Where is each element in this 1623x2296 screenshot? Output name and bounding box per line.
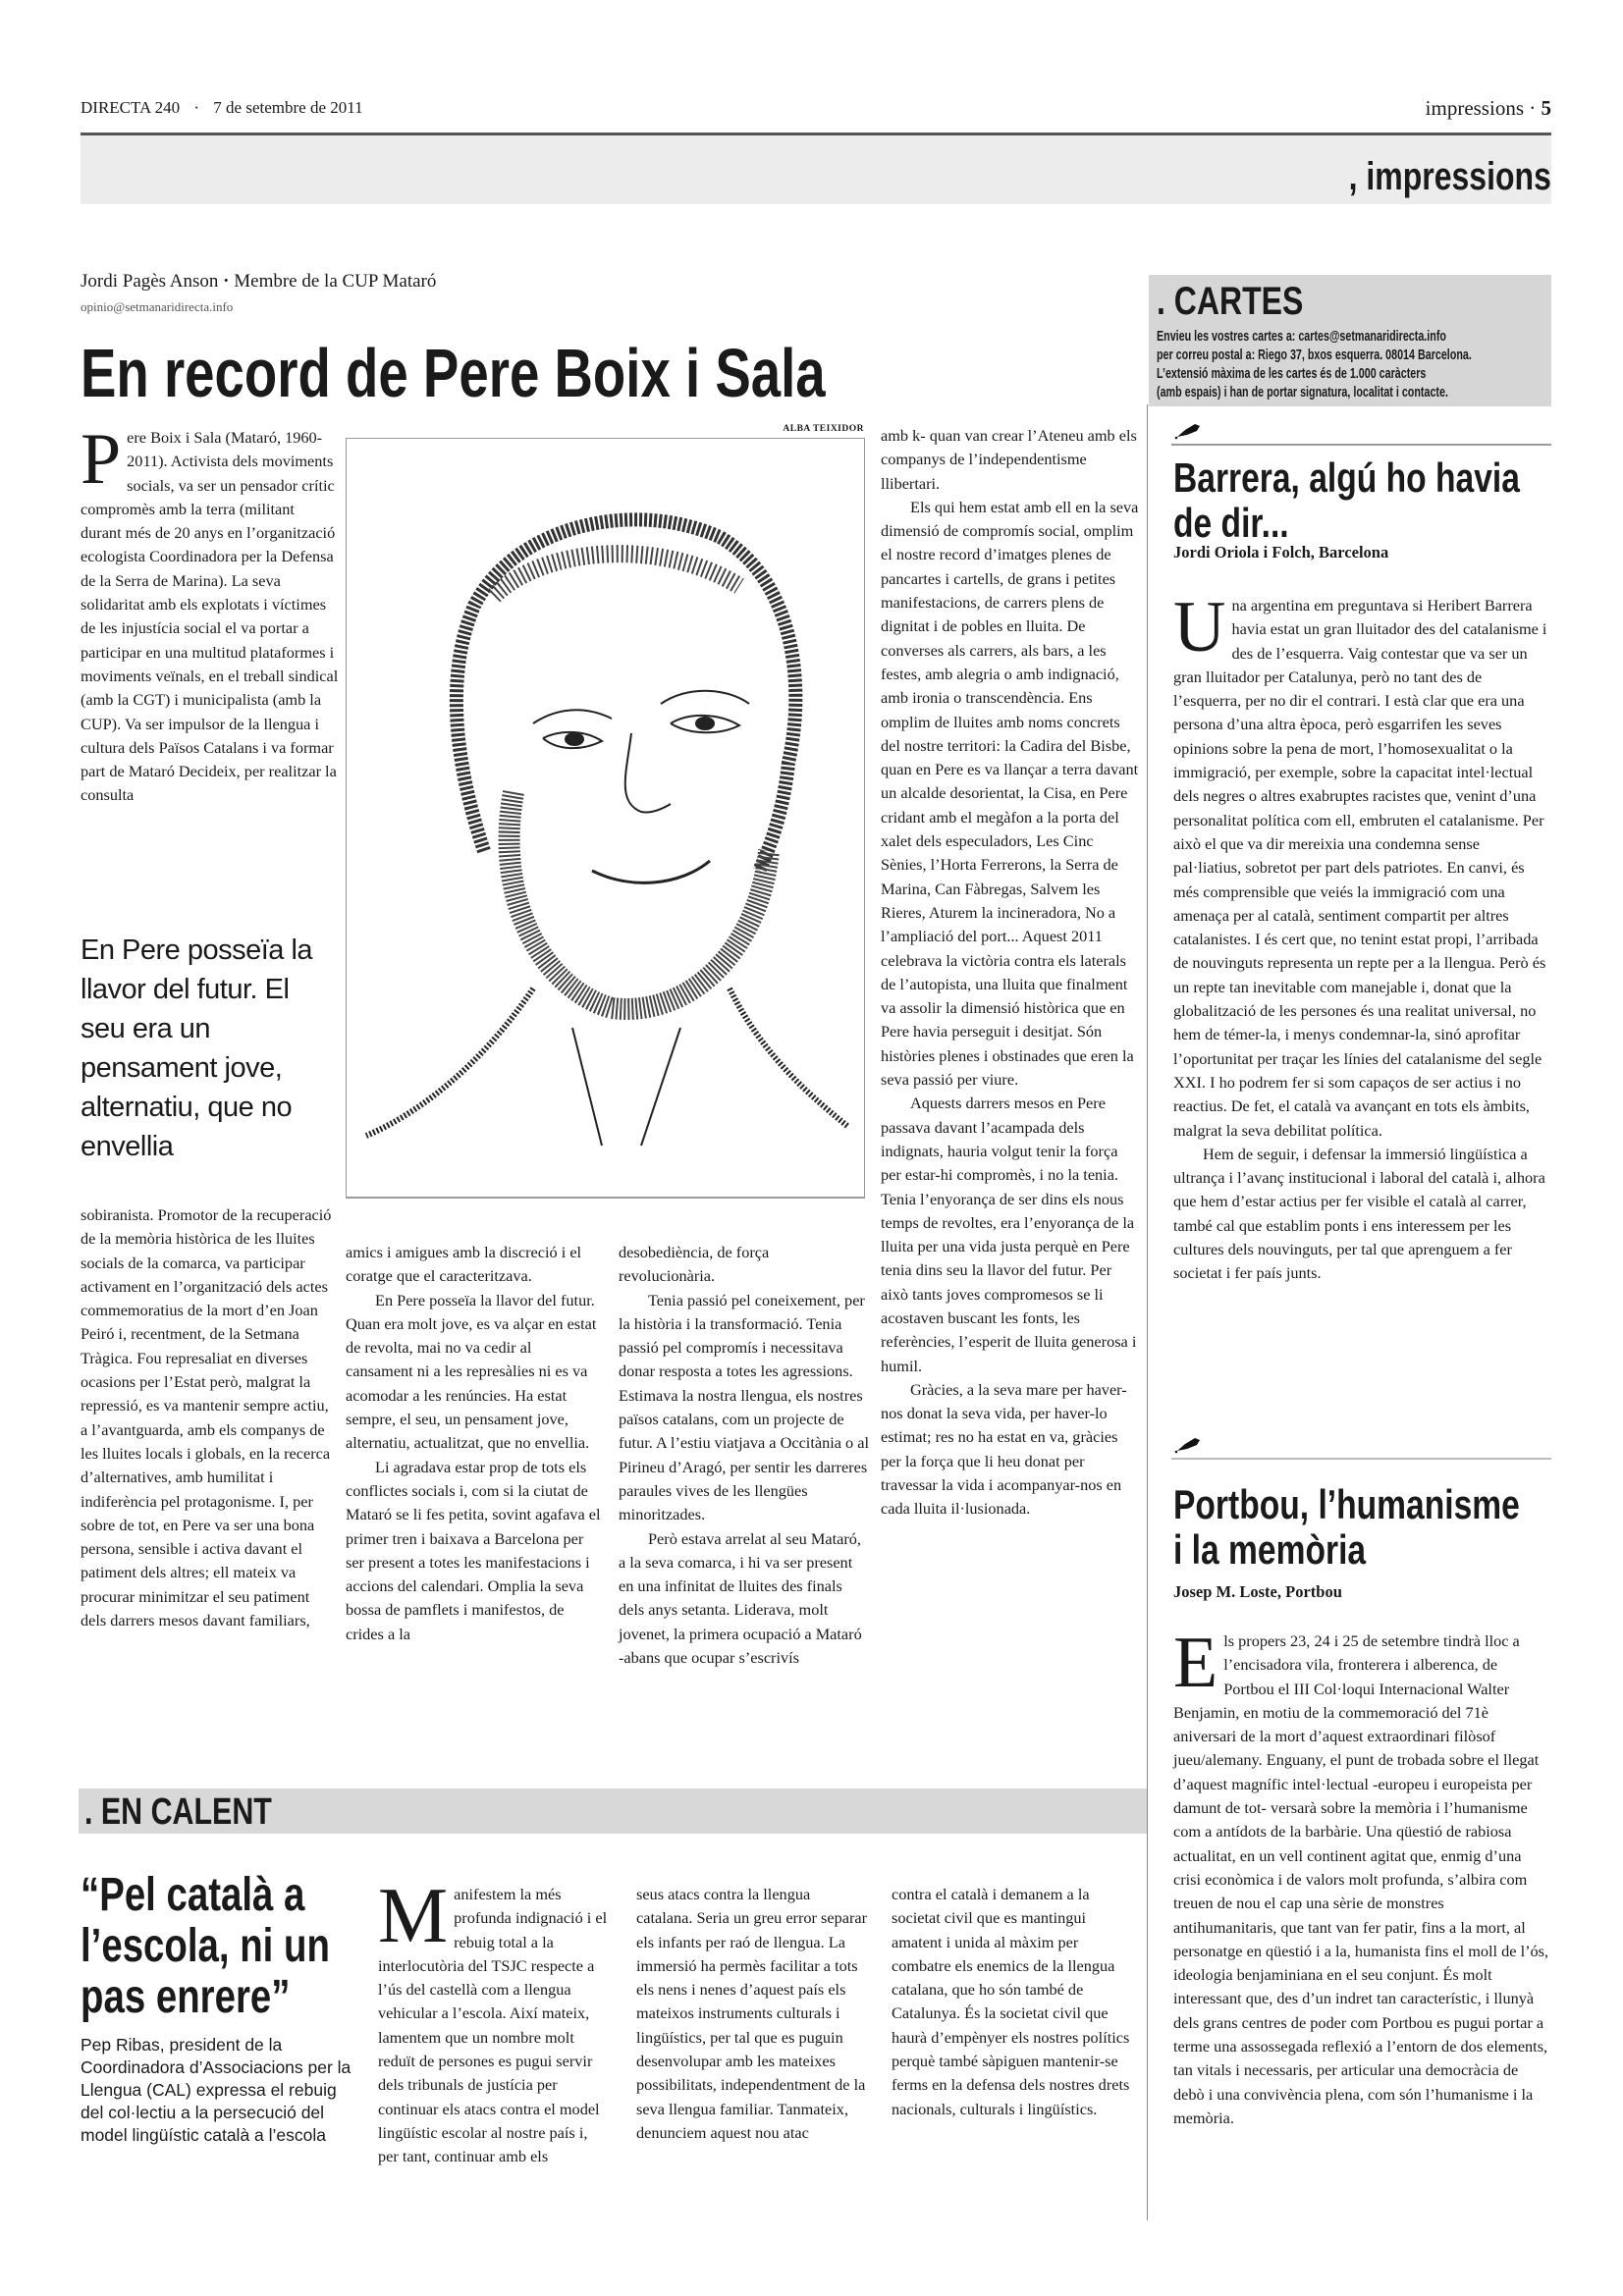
drop-cap: E	[1173, 1623, 1218, 1703]
cartes-title: . CARTES	[1157, 280, 1304, 323]
paragraph: Hem de seguir, i defensar la immersió lingüística a ultrança i l’avanç institucional i laboral del català i, alhora que hem d’estar actius per fer visible el català al carrer, també cal que establim ponts i ens interessem per les cultures dels nouvinguts, per tal que aprenguem a fer societat i fer país junts.	[1173, 1144, 1545, 1283]
en-calent-headline: “Pel català a l’escola, ni un pas enrere”	[81, 1869, 330, 2023]
paragraph: seus atacs contra la llengua catalana. Seria un greu error separar els infants per raó de llengua. La immersió ha permès facilitar a tots els nens i nenes d’aquest país els mateixos instruments culturals i lingüístics, per tal que es puguin desenvolupar amb les mateixes possibilitats, independentment de la seva llengua familiar. Tanmateix, denunciem aquest nou atac	[636, 1885, 868, 2142]
section-name: impressions	[1425, 96, 1524, 120]
article-column-1b	[81, 1203, 339, 1632]
paragraph: En Pere posseïa la llavor del futur. Quan era molt jove, es va alçar en estat de revolta, mai no va cedir al cansament ni a les represàlies ni es va acomodar a les renúncies. Ha estat sempre, el seu, un pensament jove, alternatiu, actualitzat, que no envellia.	[346, 1290, 597, 1453]
en-calent-summary: Pep Ribas, president de la Coordinadora d’Associacions per la Llengua (CAL) expressa el rebuig del col·lectiu a la persecució del model lingüístic català a l’escola	[81, 2035, 352, 2145]
paragraph: Però estava arrelat al seu Mataró, a la seva comarca, i hi va ser present en una infinitat de lluites des finals dels anys setanta. Liderava, molt jovenet, la primera ocupació a Mataró -abans que ocupar s’escrivís	[619, 1528, 862, 1668]
paragraph: na argentina em preguntava si Heribert Barrera havia estat un gran lluitador des del catalanisme i des de l’esquerra. Vaig contestar que va ser un gran lluitador per Catalunya, però no tant des de l’esquerra, per no dir el contrari. I està clar que era una persona d’una altra època, però esgarrifen les seves opinions sobre la pena de mort, l’homosexualitat o la immigració, per exemple, sobre la capacitat intel·lectual dels negres o altres exabruptes racistes que, venint d’una personalitat política com ell, embruten el catalanisme. Per això el que va dir mereixia una condemna sense pal·liatius, sobretot per part dels patriotes. En canvi, és més comprensible que veiés la immigració com una amenaça per al català, sentiment compartit per altres catalanistes. I és cert que, no tenint estat propi, l’arribada de nouvinguts representa un repte per a la llengua. Però és un repte tan inevitable com manejable i, donat que la globalització de les persones és una realitat universal, no hem de témer-la, i menys condemnar-la, sinó aprofitar l’oportunitat per traçar les línies del catalanisme del segle XXI. I ho podrem fer si som capaços de ser actius i no reactius. De fet, el català va avançant en tots els àmbits, malgrat la seva debilitat política.	[1173, 596, 1547, 1140]
letter-body	[1173, 587, 1551, 1286]
article-column-3	[619, 1241, 869, 1670]
publication-name: DIRECTA 240	[81, 98, 181, 117]
drop-cap: P	[81, 419, 122, 500]
header-separator: ·	[193, 98, 200, 117]
drop-cap: U	[1173, 587, 1226, 667]
issue-date: 7 de setembre de 2011	[213, 98, 363, 117]
paragraph: Aquests darrers mesos en Pere passava davant l’acampada dels indignats, hauria volgut tenir la força per estar-hi compromès, i no la tenia. Tenia l’enyorança de ser dins els nous temps de revoltes, era l’enyorança de la lluita per una vida justa perquè en Pere tenia dins seu la llavor del futur. Per això tants joves compromesos se li acostaven buscant les fonts, les referències, l’esperit de lluita generosa i humil.	[881, 1094, 1137, 1375]
page-header-right	[1426, 96, 1551, 121]
paragraph: contra el català i demanem a la societat civil que es mantingui amatent i unida al màxim per combatre els enemics de la llengua catalana, que ho són també de Catalunya. És la societat civil que haurà d’empènyer els nostres polítics perquè també sàpiguen mantenir-se ferms en la defensa dels nostres drets nacionals, culturals i lingüístics.	[892, 1885, 1130, 2118]
author-role: Membre de la CUP Mataró	[234, 271, 437, 292]
paragraph: amb k- quan van crear l’Ateneu amb els companys de l’independentisme llibertari.	[881, 426, 1137, 493]
article-column-1a	[81, 419, 339, 808]
paragraph: desobediència, de força revolucionària.	[619, 1243, 770, 1286]
paragraph: Gràcies, a la seva mare per haver-nos donat la seva vida, per haver-lo estimat; res no ha estat en va, gràcies per la força que li heu donat per travessar la vida i acompanyar-nos en cada lluita il·lusionada.	[881, 1379, 1127, 1519]
en-calent-column-3	[892, 1883, 1137, 2121]
cartes-line: Envieu les vostres cartes a: cartes@setmanaridirecta.info	[1157, 329, 1446, 345]
en-calent-column-2	[636, 1883, 870, 2145]
letter-body	[1173, 1623, 1551, 2130]
paragraph: amics i amigues amb la discreció i el coratge que el caracteritzava.	[346, 1243, 582, 1286]
letter-title: Portbou, l’humanisme i la memòria	[1173, 1481, 1520, 1573]
letter-rule	[1171, 444, 1551, 446]
author-email[interactable]: opinio@setmanaridirecta.info	[81, 299, 234, 314]
letter-title: Barrera, algú ho havia de dir...	[1173, 454, 1520, 546]
cartes-box	[1149, 275, 1551, 406]
article-column-4	[881, 424, 1141, 1522]
portrait-sketch-icon	[347, 439, 864, 1197]
bird-icon	[1173, 422, 1203, 440]
bird-icon	[1173, 1436, 1203, 1454]
pull-quote: En Pere posseïa la llavor del futur. El seu era un pensament jove, alternatiu, que no envellia	[81, 934, 313, 1162]
page-header-left	[81, 98, 363, 118]
paragraph: sobiranista. Promotor de la recuperació de la memòria històrica de les lluites socials de la comarca, va participar activament en l’organització dels actes commemoratius de la mort d’en Joan Peiró i, recentment, de la Setmana Tràgica. Fou represaliat en diverses ocasions per l’Estat però, malgrat la repressió, es va mantenir sempre actiu, a l’avantguarda, amb els companys de les lluites locals i globals, en la recerca d’alternatives, amb humilitat i indiferència pel protagonisme. I, per sobre de tot, en Pere va ser una bona persona, sensible i activa davant el patiment dels altres; ell mateix va procurar minimitzar el seu patiment dels darrers mesos davant familiars,	[81, 1205, 332, 1630]
cartes-line: L’extensió màxima de les cartes és de 1.000 caràcters	[1157, 366, 1427, 382]
article-column-2	[346, 1241, 603, 1646]
drop-cap: M	[378, 1873, 449, 1959]
en-calent-band	[79, 1789, 1147, 1834]
page-number: 5	[1541, 96, 1551, 120]
en-calent-title: . EN CALENT	[84, 1791, 272, 1833]
en-calent-column-1	[378, 1873, 612, 2169]
author-name: Jordi Pagès Anson	[81, 271, 219, 292]
paragraph: anifestem la més profunda indignació i el rebuig total a la interlocutòria del TSJC respecte a l’ús del castellà com a llengua vehicular a l’escola. Així mateix, lamentem que un nombre molt reduït de persones es pugui servir dels tribunals de justícia per continuar els atacs contra el model lingüístic escolar al nostre país i, per tant, continuar amb els	[378, 1885, 608, 2166]
section-band-title: , impressions	[1348, 155, 1551, 198]
paragraph: Els qui hem estat amb ell en la seva dimensió de compromís social, omplim el nostre record d’imatges plenes de pancartes i cartells, de grans i petites manifestacions, de carrers plens de dignitat i de pobles en lluita. De converses als carrers, als bars, a les festes, amb alegria o amb indignació, amb ironia o transcendència. Ens omplim de lluites amb noms concrets del nostre territori: la Cadira del Bisbe, quan en Pere es va llançar a terra davant un alcalde desorientat, la Cisa, en Pere cridant amb el megàfon a la porta del xalet dels especuladors, Les Cinc Sènies, l’Horta Ferrerons, la Serra de Marina, Can Fàbregas, Salvem les Rieres, Aturem la incineradora, No a l’ampliació del port... Aquest 2011 celebrava la victòria contra els laterals de l’autopista, una lluita que finalment va assolir la dimensió històrica que en Pere havia perseguit i desitjat. Són històries plenes i obstinades que eren la seva passió per viure.	[881, 497, 1139, 1090]
paragraph: ls propers 23, 24 i 25 de setembre tindrà lloc a l’encisadora vila, fronterera i alberenca, de Portbou el III Col·loqui Internacional Walter Benjamin, en motiu de la commemoració del 71è aniversari de la mort d’aquest extraordinari filòsof jueu/alemany. Enguany, el punt de trobada sobre el llegat d’aquest magnífic intel·lectual -europeu i europeista per damunt de tot- versarà sobre la memòria i l’humanisme com a antídots de la barbàrie. Una qüestió de rabiosa actualitat, en un vell continent agitat que, enmig d’una crisi econòmica i de valors molt profunda, s’albira com treuen de nou el cap una sèrie de monstres antihumanitaris, que tant van fer patir, fins a la mort, al personatge en qüestió i a la, humanista fins el moll de l’ós, ideologia benjaminiana en el seu conjunt. És molt interessant que, des d’un indret tan característic, i llunyà dels grans centres de poder com Portbou es pugui portar a terme una assossegada reflexió a l’entorn de dos elements, tan vitals i necessaris, per articular una democràcia de debò i una convivència plena, com són l’humanisme i la memòria.	[1173, 1631, 1549, 2127]
section-band	[81, 135, 1551, 204]
letter-author: Josep M. Loste, Portbou	[1173, 1582, 1342, 1601]
paragraph: ere Boix i Sala (Mataró, 1960-2011). Activista dels moviments socials, va ser un pensador crític compromès amb la terra (militant durant més de 20 anys en l’organització ecologista Coordinadora per la Defensa de la Serra de Marina). La seva solidaritat amb els explotats i víctimes de les injustícia social el va portar a participar en una multitud plataformes i moviments veïnals, en el treball sindical (amb la CGT) i municipalista (amb la CUP). Va ser impulsor de la llengua i cultura dels Països Catalans i va formar part de Mataró Decideix, per realitzar la consulta	[81, 428, 339, 805]
article-title: En record de Pere Boix i Sala	[81, 335, 826, 411]
portrait-illustration	[346, 438, 865, 1199]
letter-rule	[1171, 1458, 1551, 1460]
byline: Jordi Pagès Anson · Membre de la CUP Mataró	[81, 271, 437, 292]
paragraph: Tenia passió pel coneixement, per la història i la transformació. Tenia passió pel compromís i necessitava donar resposta a totes les agressions. Estimava la nostra llengua, els nostres països catalans, com un projecte de futur. A l’estiu viatjava a Occitània o al Pirineu d’Aragó, per sentir les darreres paraules vives de les llengües minoritzades.	[619, 1290, 869, 1524]
image-credit: ALBA TEIXIDOR	[783, 424, 864, 434]
header-separator: ·	[1529, 96, 1537, 120]
column-divider	[1147, 404, 1148, 2220]
cartes-line: (amb espais) i han de portar signatura, localitat i contacte.	[1157, 385, 1448, 400]
cartes-line: per correu postal a: Riego 37, bxos esquerra. 08014 Barcelona.	[1157, 347, 1472, 363]
paragraph: Li agradava estar prop de tots els conflictes socials i, com si la ciutat de Mataró se li fes petita, sovint agafava el primer tren i baixava a Barcelona per ser present a totes les manifestacions i accions del calendari. Omplia la seva bossa de pamflets i manifestos, de crides a la	[346, 1457, 601, 1643]
letter-author: Jordi Oriola i Folch, Barcelona	[1173, 543, 1389, 561]
